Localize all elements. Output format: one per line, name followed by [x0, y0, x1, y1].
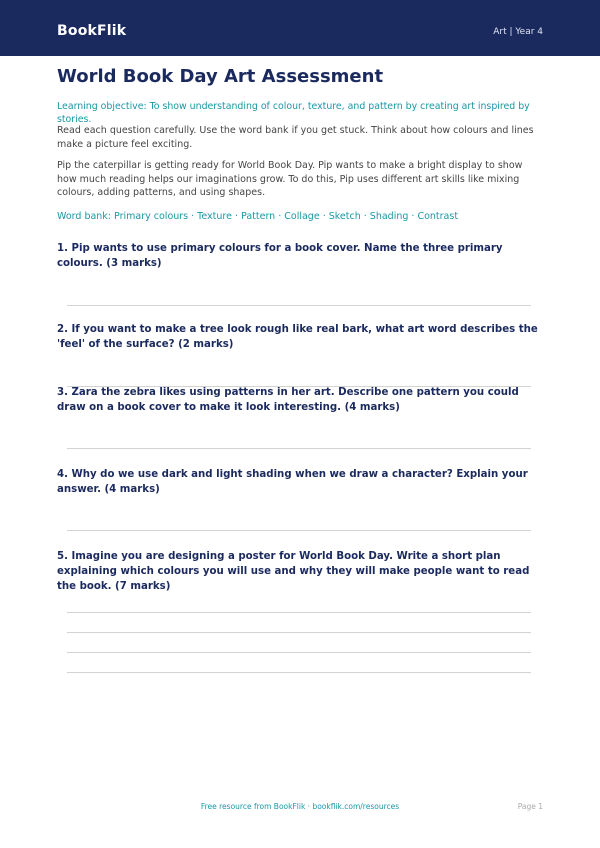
instructions-paragraph: Read each question carefully. Use the word bank if you get stuck. Think about how colours and lines make a picture feel exciting. — [57, 125, 534, 150]
subject-year-label: Art | Year 4 — [493, 27, 543, 37]
answer-line[interactable] — [67, 672, 531, 673]
word-bank: Word bank: Primary colours · Texture · Pattern · Collage · Sketch · Shading · Contrast — [57, 211, 459, 222]
page-number: Page 1 — [517, 802, 543, 811]
question-3: 3. Zara the zebra likes using patterns in her art. Describe one pattern you could draw on a book cover to make it look interesting. (4 marks) — [57, 387, 519, 413]
footer-link[interactable]: Free resource from BookFlik · bookflik.com/resources — [200, 802, 400, 811]
learning-objective: Learning objective: To show understanding of colour, texture, and pattern by creating art inspired by stories. — [57, 101, 530, 125]
answer-line[interactable] — [67, 305, 531, 306]
page-header — [0, 0, 600, 56]
question-4: 4. Why do we use dark and light shading when we draw a character? Explain your answer. (4 marks) — [57, 469, 528, 495]
question-5: 5. Imagine you are designing a poster for World Book Day. Write a short plan explaining which colours you will use and why they will make people want to read the book. (7 marks) — [57, 551, 530, 592]
story-paragraph: Pip the caterpillar is getting ready for World Book Day. Pip wants to make a bright display to show how much reading helps our imaginations grow. To do this, Pip uses different art skills like mixing colours, adding patterns, and using shapes. — [57, 160, 523, 198]
page-title: World Book Day Art Assessment — [57, 66, 384, 87]
answer-line[interactable] — [67, 652, 531, 653]
answer-line[interactable] — [67, 530, 531, 531]
question-1: 1. Pip wants to use primary colours for a book cover. Name the three primary colours. (3 marks) — [57, 243, 503, 269]
question-2: 2. If you want to make a tree look rough like real bark, what art word describes the 'feel' of the surface? (2 marks) — [57, 324, 538, 350]
answer-line[interactable] — [67, 612, 531, 613]
brand-logo: BookFlik — [57, 23, 127, 39]
answer-line[interactable] — [67, 448, 531, 449]
answer-line[interactable] — [67, 632, 531, 633]
